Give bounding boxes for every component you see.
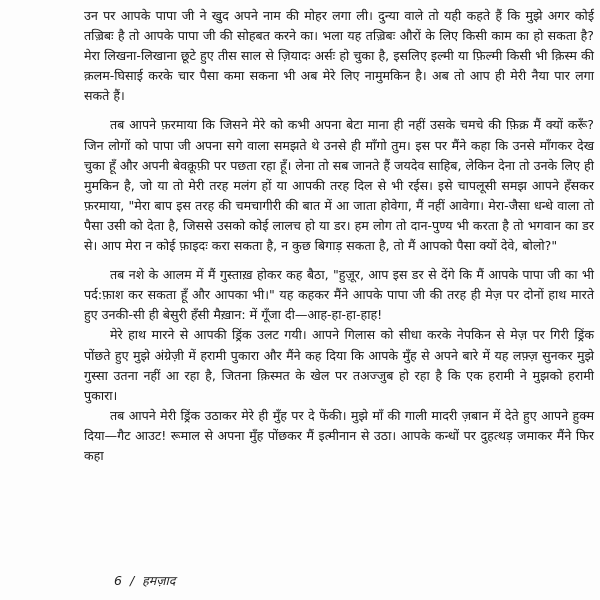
footer-separator: / <box>129 573 135 588</box>
paragraph-1: उन पर आपके पापा जी ने खुद अपने नाम की मोहर लगा ली। दुन्या वाले तो यही कहते हैं कि मुझे अगर कोई तज़्रिबः है तो आपके पापा जी की सोहबत करने का। भला यह तज़्रिबः औरों के लिए किसी काम का हो सकता है? मेरा लिखना-लिखाना छूटे हुए तीस साल से ज़ियादः अर्सः हो चुका है, इसलिए इल्मी या फ़िल्मी किसी भी क़िस्म की क़लम-घिसाई करके चार पैसा कमा सकना भी अब मेरे लिए नामुमकिन है। अब तो आप ही मेरी नैया पार लगा सकते हैं। <box>84 8 594 104</box>
book-title: हमज़ाद <box>142 573 176 588</box>
paragraph-4: मेरे हाथ मारने से आपकी ड्रिंक उलट गयी। आपने गिलास को सीधा करके नेपकिन से मेज़ पर गिरी ड्रिंक पोंछते हुए मुझे अंग्रेज़ी में हरामी पुकारा और मैंने कह दिया कि आपके मुँह से अपने बारे में यह लफ़्ज़ सुनकर मुझे गुस्सा उतना नहीं आ रहा है, जितना क़िस्मत के खेल पर तअज्जुब हो रहा है कि एक हरामी ने मुझको हरामी पुकारा। <box>84 327 594 403</box>
paragraph-3: तब नशे के आलम में मैं गुस्ताख़ होकर कह बैठा, "हुज़ूर, आप इस डर से देंगे कि मैं आपके पापा जी का भी पर्द:फ़ाश कर सकता हूँ और आपका भी।" यह कहकर मैंने आपके पापा जी की तरह ही मेज़ पर दोनों हाथ मारते हुए उनकी-सी ही बेसुरी हँसी मैख़ान: में गूँजा दी—आह-हा-हा-हाह! <box>84 267 594 323</box>
page-footer <box>114 572 179 589</box>
page-number: 6 <box>114 573 122 588</box>
paragraph-gap <box>84 106 594 115</box>
page-body <box>84 6 594 466</box>
paragraph-5: तब आपने मेरी ड्रिंक उठाकर मेरे ही मुँह पर दे फेंकी। मुझे माँ की गाली मादरी ज़बान में देते हुए आपने हुक्म दिया—गैट आउट! रूमाल से अपना मुँह पोंछकर मैं इत्मीनान से उठा। आपके कन्धों पर दुहत्थड़ जमाकर मैंने फिर कहा <box>84 407 594 463</box>
paragraph-gap <box>84 256 594 265</box>
paragraph-2: तब आपने फ़रमाया कि जिसने मेरे को कभी अपना बेटा माना ही नहीं उसके चमचे की फ़िक्र मैं क्यों करूँ? जिन लोगों को पापा जी अपना सगे वाला समझते थे उनसे ही माँगो तुम। इस पर मैंने कहा कि उनसे माँगकर देख चुका हूँ और अपनी बेवक़ूफ़ी पर पछता रहा हूँ। लेना तो सब जानते हैं जयदेव साहिब, लेकिन देना तो उनके लिए ही मुमकिन है, जो या तो मेरी तरह मलंग हों या आपकी तरह दिल से भी रईस। इसे चापलूसी समझ आपने हँसकर फ़रमाया, "मेरा बाप इस तरह की चमचागीरी की बात में आ जाता होवेगा, मैं नहीं आवेगा। मेरा-जैसा धन्धे वाला तो पैसा उसी को देता है, जिससे उसको कोई लालच हो या डर। हम लोग तो दान-पुण्य भी करता है तो भगवान का डर से। आप मेरा न कोई फ़ाइदः करा सकता है, न कुछ बिगाड़ सकता है, तो मैं आपको पैसा क्यों देवे, बोलो?" <box>84 117 594 254</box>
